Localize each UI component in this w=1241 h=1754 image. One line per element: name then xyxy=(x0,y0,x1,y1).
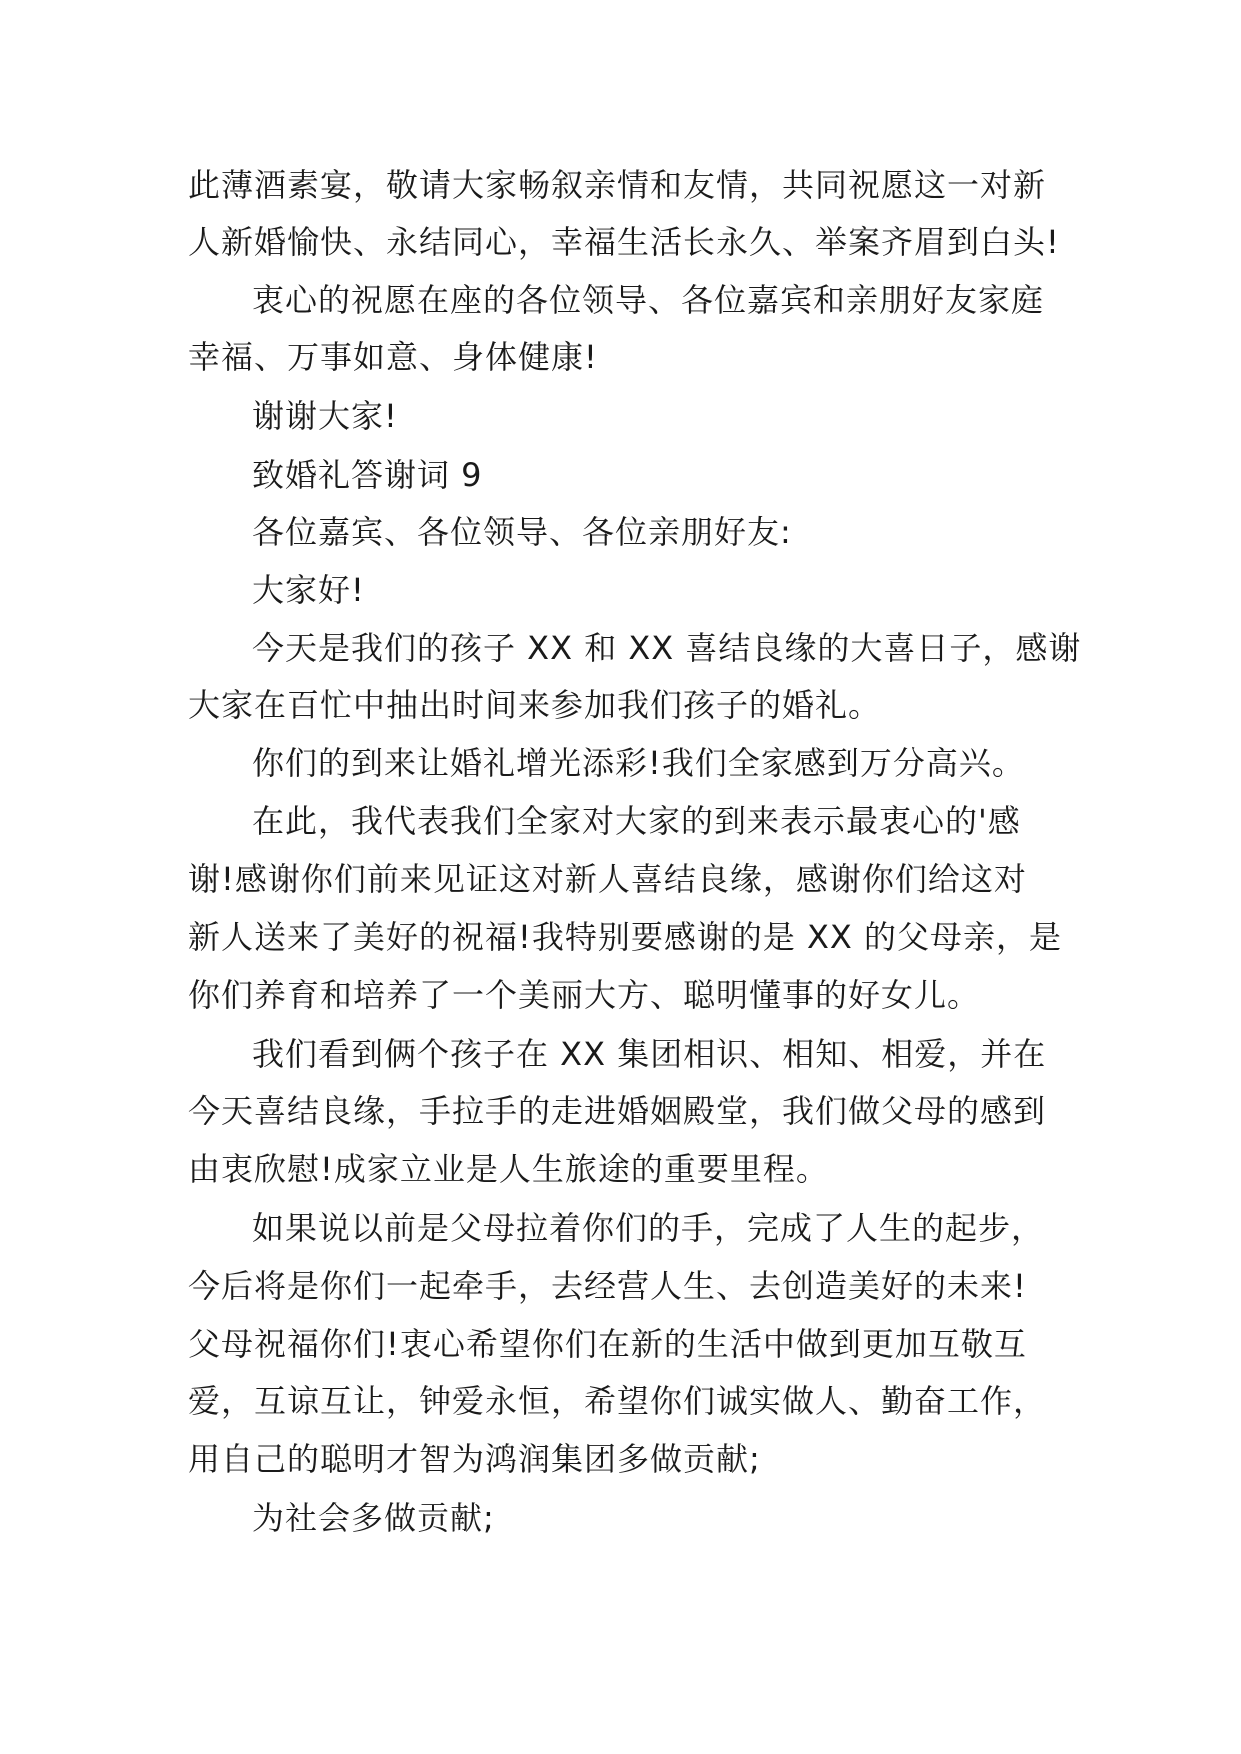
paragraph-line: 在此，我代表我们全家对大家的到来表示最衷心的'感 xyxy=(252,802,1021,840)
text-line: 今后将是你们一起牵手，去经营人生、去创造美好的未来! xyxy=(188,1267,1027,1305)
paragraph-line: 谢谢大家! xyxy=(252,397,398,435)
text-line: 父母祝福你们!衷心希望你们在新的生活中做到更加互敬互 xyxy=(188,1325,1027,1363)
text-line: 大家在百忙中抽出时间来参加我们孩子的婚礼。 xyxy=(188,686,882,724)
text-line: 人新婚愉快、永结同心，幸福生活长永久、举案齐眉到白头! xyxy=(188,223,1060,261)
section-title: 致婚礼答谢词 9 xyxy=(252,456,483,494)
paragraph-line: 今天是我们的孩子 XX 和 XX 喜结良缘的大喜日子，感谢 xyxy=(252,629,1082,667)
text-line: 新人送来了美好的祝福!我特别要感谢的是 XX 的父母亲，是 xyxy=(188,918,1063,956)
text-line: 爱，互谅互让，钟爱永恒，希望你们诚实做人、勤奋工作， xyxy=(188,1382,1047,1420)
text-line: 此薄酒素宴，敬请大家畅叙亲情和友情，共同祝愿这一对新 xyxy=(188,166,1047,204)
paragraph-line: 为社会多做贡献; xyxy=(252,1499,495,1537)
text-line: 今天喜结良缘，手拉手的走进婚姻殿堂，我们做父母的感到 xyxy=(188,1092,1047,1130)
paragraph-line: 衷心的祝愿在座的各位领导、各位嘉宾和亲朋好友家庭 xyxy=(252,281,1045,319)
paragraph-line: 我们看到俩个孩子在 XX 集团相识、相知、相爱，并在 xyxy=(252,1035,1047,1073)
text-line: 幸福、万事如意、身体健康! xyxy=(188,338,598,376)
text-line: 由衷欣慰!成家立业是人生旅途的重要里程。 xyxy=(188,1150,829,1188)
paragraph-line: 如果说以前是父母拉着你们的手，完成了人生的起步， xyxy=(252,1209,1045,1247)
text-line: 你们养育和培养了一个美丽大方、聪明懂事的好女儿。 xyxy=(188,976,981,1014)
greeting: 大家好! xyxy=(252,571,365,609)
salutation: 各位嘉宾、各位领导、各位亲朋好友: xyxy=(252,513,792,551)
text-line: 用自己的聪明才智为鸿润集团多做贡献; xyxy=(188,1440,761,1478)
paragraph-line: 你们的到来让婚礼增光添彩!我们全家感到万分高兴。 xyxy=(252,744,1025,782)
text-line: 谢!感谢你们前来见证这对新人喜结良缘，感谢你们给这对 xyxy=(188,860,1027,898)
